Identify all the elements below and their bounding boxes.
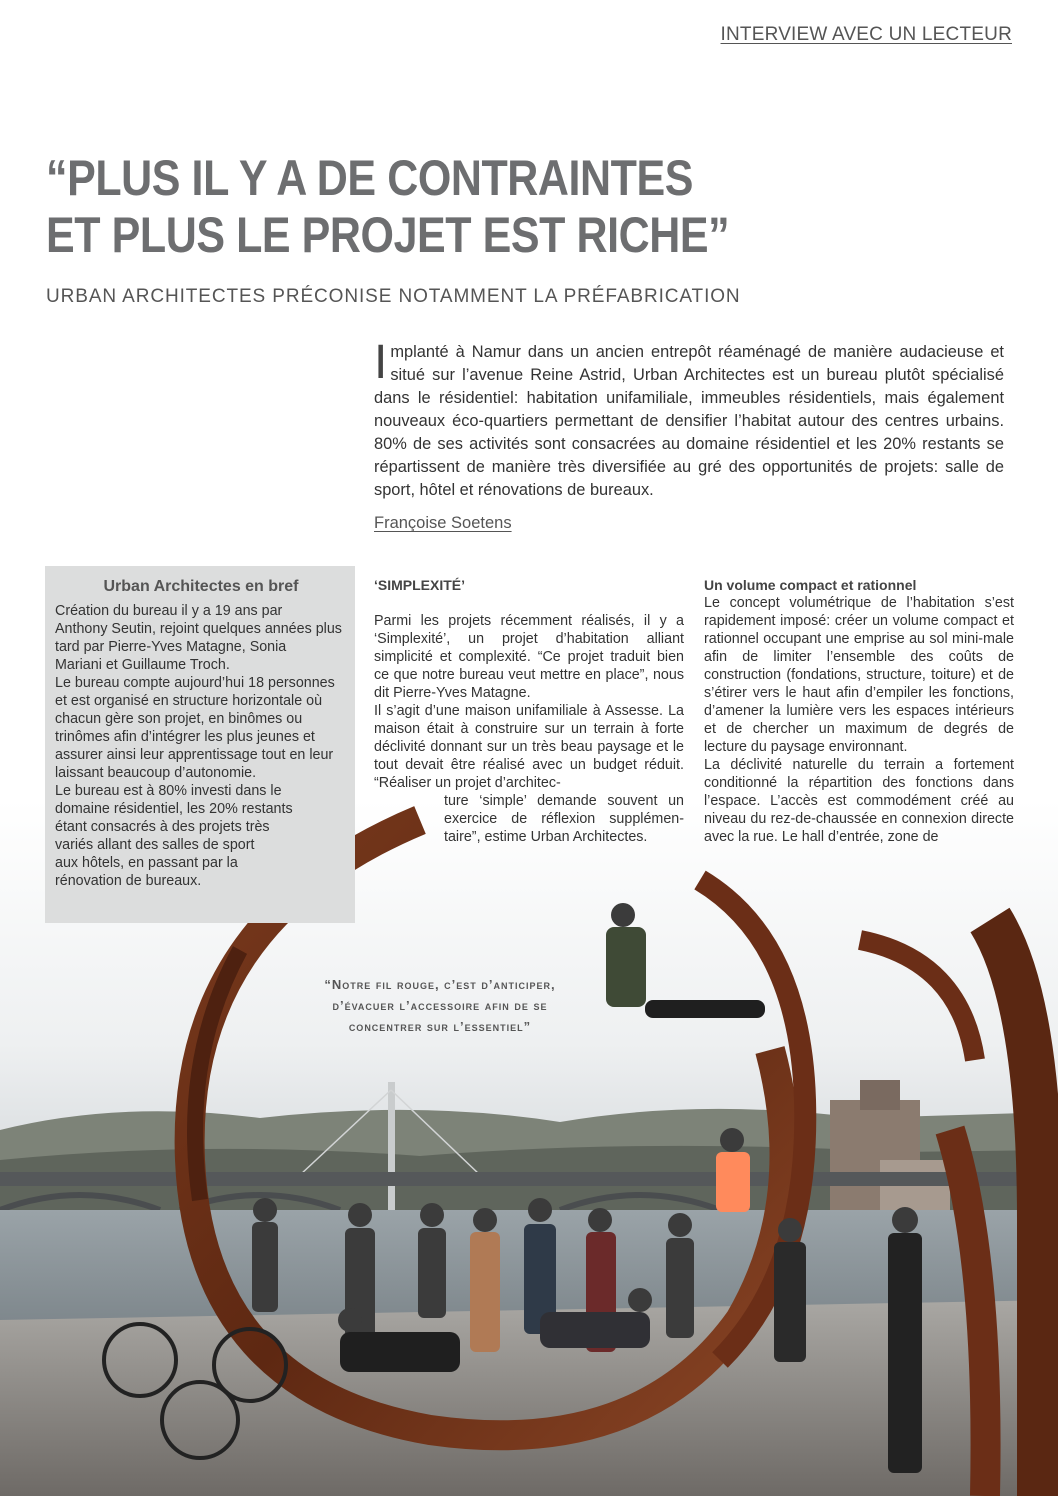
column-mid-paragraph-2: Il s’agit d’une maison unifamiliale à Assesse. La maison était à construire sur un terrain à forte déclivité donnant sur un très beau paysage et le tout devait être réalisé avec un budget réduit. “Réaliser un projet d’architec-: [374, 703, 684, 791]
pull-quote: “Notre fil rouge, c’est d’anticiper, d’évacuer l’accessoire afin de se concentrer sur l’essentiel”: [324, 977, 556, 1034]
column-simplexite: [374, 576, 684, 846]
column-volume: [704, 576, 1014, 846]
intro-text: mplanté à Namur dans un ancien entrepôt réaménagé de manière audacieuse et situé sur l’avenue Reine Astrid, Urban Architectes est un bureau plutôt spécialisé dans le résidentiel: habitation unifamiliale, immeubles résidentiels, mais également nouveaux éco-quartiers permettant de densifier l’habitat autour des centres urbains. 80% de ses activités sont consacrées au domaine résidentiel et les 20% restants se répartissent de manière très diversifiée au gré des opportunités de projets: salle de sport, hôtel et rénovations de bureaux.: [374, 343, 1004, 499]
sidebar-box: [45, 566, 355, 923]
intro-paragraph: [374, 336, 1004, 502]
article-subtitle: URBAN ARCHITECTES PRÉCONISE NOTAMMENT LA PRÉFABRICATION: [46, 286, 741, 307]
article-headline: [46, 150, 730, 264]
column-right-heading: Un volume compact et rationnel: [704, 577, 917, 593]
column-mid-heading: ‘SIMPLEXITÉ’: [374, 577, 466, 593]
intro-dropcap: I: [374, 336, 388, 389]
author-byline: Françoise Soetens: [374, 514, 512, 532]
section-tag: INTERVIEW AVEC UN LECTEUR: [720, 24, 1012, 45]
sidebar-title: Urban Architectes en bref: [103, 578, 299, 595]
headline-line-2: ET PLUS LE PROJET EST RICHE”: [46, 207, 730, 263]
column-right-paragraph-1: Le concept volumétrique de l’habitation s’est rapidement imposé: créer un volume compact et rationnel occupant une emprise au sol mini-male afin de limiter l’ensemble des coûts de construction (fondations, structure, toiture) et de s’étirer vers le haut afin d’empiler les fonctions, d’amener la lumière vers les espaces intérieurs et de chercher un maximum de degrés de lecture du paysage environnant.: [704, 595, 1014, 755]
headline-line-1: “PLUS IL Y A DE CONTRAINTES: [46, 150, 694, 206]
column-right-paragraph-2: La déclivité naturelle du terrain a fortement conditionné la répartition des fonctions dans l’espace. L’accès est commodément créé au niveau du rez-de-chaussée en connexion directe avec la rue. Le hall d’entrée, zone de: [704, 757, 1014, 845]
column-mid-paragraph-3: ture ‘simple’ demande souvent un exercice de réflexion supplémen-taire”, estime Urban Architectes.: [444, 793, 684, 845]
column-mid-paragraph-1: Parmi les projets récemment réalisés, il y a ‘Simplexité’, un projet d’habitation alliant simplicité et complexité. “Ce projet traduit bien ce que notre bureau veut mettre en place”, nous dit Pierre-Yves Matagne.: [374, 613, 684, 701]
sidebar-body: Création du bureau il y a 19 ans par Anthony Seutin, rejoint quelques années plus tard par Pierre-Yves Matagne, Sonia Mariani et Guillaume Troch. Le bureau compte aujourd’hui 18 personnes et est organisé en structure horizontale où chacun gère son projet, en binômes ou trinômes afin d’intégrer les plus jeunes et assurer ainsi leur apprentissage tout en leur laissant beaucoup d’autonomie. Le bureau est à 80% investi dans le domaine résidentiel, les 20% restants étant consacrés à des projets très variés allant des salles de sport aux hôtels, en passant par la rénovation de bureaux.: [55, 603, 342, 889]
